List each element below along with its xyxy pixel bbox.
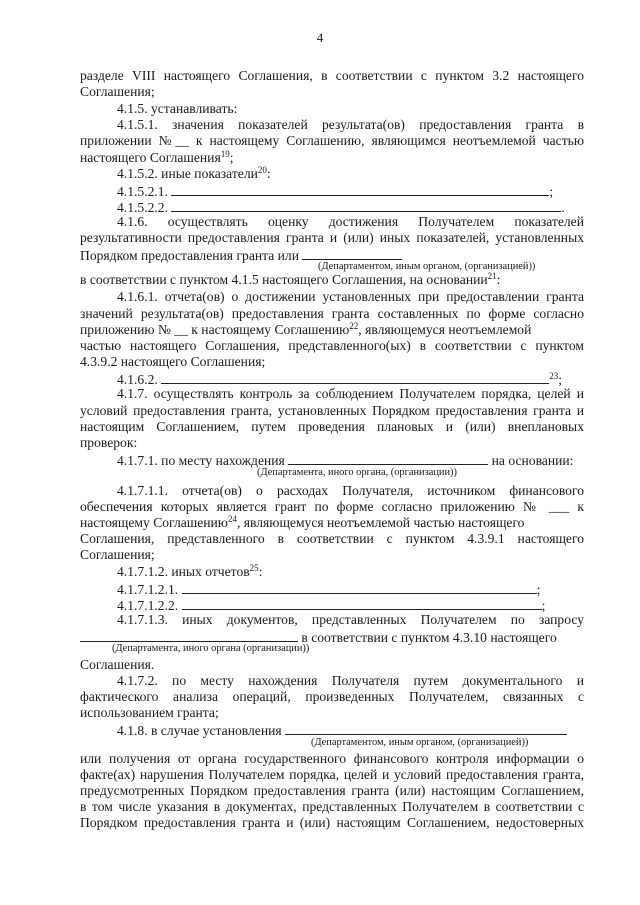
text-line: 4.1.6.2. $^{23}$;	[117, 371, 562, 387]
text-line: проверок:	[80, 435, 138, 450]
text-line: 4.1.7.1.2. иных отчетов$^{25}$:	[117, 563, 263, 579]
page-number: 4	[316, 30, 324, 45]
footnote-ref: 24	[227, 514, 237, 524]
footnote-ref: 23	[549, 371, 559, 381]
text-line: в том числе указания в документах, представленных Получателем в соответствии с	[80, 799, 584, 814]
text-line: 4.1.5.2.2. .	[117, 200, 565, 215]
text-line: Порядком предоставления гранта и (или) настоящим Соглашением, недостоверных	[80, 815, 584, 830]
footnote-ref: 20	[257, 165, 267, 175]
field-caption: (Департаментом, иным органом, (организацией))	[311, 737, 529, 748]
blank-line	[182, 580, 537, 594]
text-line: Соглашения;	[80, 547, 155, 562]
text-line: 4.1.7.2. по месту нахождения Получателя путем документального и	[117, 673, 584, 688]
text-line: 4.1.5.2. иные показатели$^{20}$:	[117, 165, 271, 181]
text-line: обеспечения которых является грант по форме согласно приложению № ___ к	[80, 499, 584, 514]
text-line: частью настоящего Соглашения, представленного(ых) в соответствии с пунктом	[80, 338, 584, 353]
footnote-ref: 25	[249, 563, 259, 573]
text-line: приложению № __ к настоящему Соглашению$^{22}$, являющемуся неотъемлемой	[80, 321, 532, 337]
text-line: или получения от органа государственного финансового контроля информации о	[80, 751, 584, 766]
text-line: факте(ах) нарушения Получателем порядка, целей и условий предоставления гранта,	[80, 767, 584, 782]
text-line: разделе VIII настоящего Соглашения, в соответствии с пунктом 3.2 настоящего	[80, 68, 584, 83]
blank-line	[302, 246, 402, 260]
text-line: 4.3.9.2 настоящего Соглашения;	[80, 354, 266, 369]
text-line: Соглашения, представленного в соответствии с пунктом 4.3.9.1 настоящего	[80, 531, 584, 546]
field-caption: (Департаментом, иным органом, (организацией))	[318, 261, 536, 272]
field-caption: (Департамента, иного органа, (организации))	[257, 467, 457, 478]
text-line: Соглашения;	[80, 84, 155, 99]
blank-line	[171, 198, 561, 212]
text-line: 4.1.6.1. отчета(ов) о достижении установленных при предоставлении гранта	[117, 289, 584, 304]
footnote-ref: 21	[487, 271, 497, 281]
blank-line	[285, 721, 567, 735]
text-line: 4.1.5.2.1. ;	[117, 184, 554, 199]
text-line: предусмотренных Порядком предоставления гранта (или) настоящим Соглашением,	[80, 783, 584, 798]
text-line: в соответствии с пунктом 4.3.10 настоящего	[80, 628, 584, 644]
text-line: 4.1.7.1.1. отчета(ов) о расходах Получателя, источником финансового	[117, 483, 584, 498]
text-line: значений результата(ов) предоставления гранта составленных по форме согласно	[80, 306, 584, 321]
text-line: фактического анализа операций, произведенных Получателем, связанных с	[80, 689, 584, 704]
text-line: 4.1.6. осуществлять оценку достижения Получателем показателей	[117, 214, 584, 229]
text-line: в соответствии с пунктом 4.1.5 настоящего Соглашения, на основании$^{21}$:	[80, 271, 501, 287]
text-line: настоящего Соглашения$^{19}$;	[80, 149, 234, 165]
field-caption: (Департамента, иного органа (организации))	[112, 643, 310, 654]
text-line: настоящему Соглашению$^{24}$, являющемуся неотъемлемой частью настоящего	[80, 514, 525, 530]
text-line: результативности предоставления гранта и (или) иных показателей, установленных	[80, 230, 584, 245]
text-line: настоящим Соглашением, путем проведения плановых и (или) внеплановых	[80, 419, 584, 434]
text-line: 4.1.8. в случае установления	[117, 721, 584, 737]
text-line: приложении №__ к настоящему Соглашению, являющимся неотъемлемой частью	[80, 133, 584, 148]
blank-line	[161, 370, 549, 384]
text-line: условий предоставления гранта, установленных Порядком предоставления гранта и	[80, 403, 584, 418]
text-line: 4.1.5.1. значения показателей результата(ов) предоставления гранта в	[117, 117, 584, 132]
text-line: 4.1.7.1.2.2. ;	[117, 598, 546, 613]
text-line: 4.1.7.1.2.1. ;	[117, 582, 541, 597]
text-line: 4.1.7.1. по месту нахождения на основании:	[117, 453, 574, 468]
text-line: использованием гранта;	[80, 705, 219, 720]
blank-line	[288, 451, 488, 465]
blank-line	[182, 596, 542, 610]
blank-line	[80, 628, 298, 642]
text-line: 4.1.5. устанавливать:	[117, 101, 238, 116]
footnote-ref: 19	[220, 149, 230, 159]
footnote-ref: 22	[349, 321, 359, 331]
text-line: 4.1.7. осуществлять контроль за соблюдением Получателем порядка, целей и	[117, 386, 584, 401]
text-line: Порядком предоставления гранта или	[80, 246, 584, 262]
text-line: 4.1.7.1.3. иных документов, представленных Получателем по запросу	[117, 612, 584, 627]
blank-line	[171, 182, 549, 196]
text-line: Соглашения.	[80, 657, 155, 672]
